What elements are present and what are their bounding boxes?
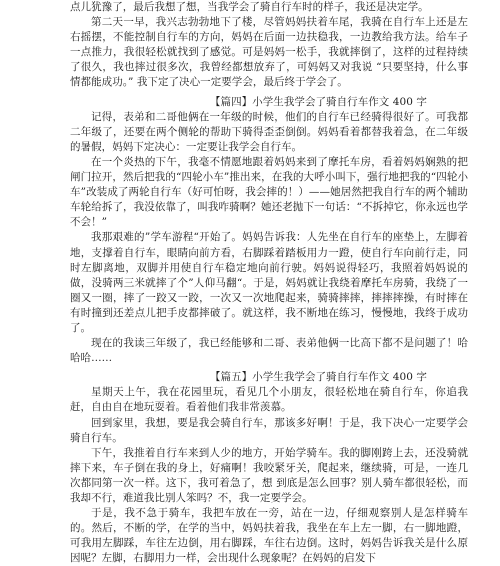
- paragraph-9: 下午，我推着自行车来到人少的地方，开始学骑车。我的脚刚跨上去，还没骑就摔下来，车子倒在我的身上，好痛啊！我咬紧牙关，爬起来，继续骑，可是，一连几次都同第一次一样。这下，我可着急了，想 到底是怎么回事？别人骑车都很轻松，而我却不行，难道我比别人笨吗？不，我一定要学会。: [70, 446, 468, 504]
- section-heading-5: 【篇五】小学生我学会了骑自行车作文 400 字: [210, 371, 427, 384]
- paragraph-3: 记得，表弟和二哥他俩在一年级的时候，他们的自行车已经骑得很好了。可我都二年级了，还要在两个侧轮的帮助下骑得歪歪倒倒。妈妈看着都替我着急，在二年级的暑假，妈妈下定决心：一定要让我学会自行车。: [70, 110, 468, 153]
- paragraph-8: 回到家里，我想，要是我会骑自行车，那该多好啊！于是，我下决心一定要学会骑自行车。: [70, 416, 468, 444]
- paragraph-1: 点儿犹豫了，最后我想了想，当我学会了骑自行车时的样子，我还是决定学。: [70, 1, 429, 13]
- section-heading-4: 【篇四】小学生我学会了骑自行车作文 400 字: [210, 95, 427, 108]
- paragraph-2: 第二天一早，我兴志勃勃地下了楼，尽管妈妈扶着车尾，我骑在自行车上还是左右摇摆，不能控制自行车的方向，妈妈在后面一边扶稳我，一边教给我方法。给车子一点推力，我很轻松就找到了感觉。可是妈妈一松手，我就摔倒了，这样的过程持续了很久，我也摔过很多次，我曾经都想放弃了，可妈妈又对我说 “只要坚持，什么事情都能成功。” 我下定了决心一定要学会，最后终于学会了。: [70, 16, 468, 89]
- paragraph-5: 我那艰难的”学车游程“开始了。妈妈告诉我：人先坐在自行车的座垫上，左脚着地，支撑着自行车，眼睛向前方看，右脚踩着踏板用力一蹬，使自行车向前行走，同时左脚离地，双脚并用使自行车稳定地向前行驶。妈妈说得轻巧，我照着妈妈说的做，没骑两三米就摔了个”人仰马翻“。于是，妈妈就让我绕着摩托车房骑，我绕了一圈又一圈，摔了一跤又一跤，一次又一次地爬起来，骑骑摔摔，摔摔摔操，有时摔在有时撞到还差点儿把手皮都摔破了。就这样，我不断地在练习，慢慢地，我终于成功了。: [70, 231, 468, 334]
- paragraph-6: 现在的我读三年级了，我已经能够和二哥、表弟他俩一比高下都不是问题了！哈哈哈……: [70, 337, 468, 365]
- paragraph-4: 在一个炎热的下午，我毫不情愿地跟着妈妈来到了摩托车房，看着妈妈娴熟的把闸门拉开，然后把我的“四轮小车”推出来，在我的大呼小叫下，强行地把我的“四轮小车”改装成了两轮自行车（好可怕呀，我会摔的！）——她居然把我自行车的两个辅助车轮给拆了，我没依靠了，叫我咋骑啊？她还老抛下一句话：“不拆掉它，你永远也学不会！”: [70, 155, 468, 229]
- paragraph-10: 于是，我不急于骑车，我把车放在一旁，站在一边，仔细观察别人是怎样骑车的。然后，不断的学，在学的当中，妈妈扶着我，我坐在车上左一脚，右一脚地蹬，可我用左脚踩，车往左边倒，用右脚踩，车往右边倒。这时，妈妈告诉我关是什么原因呢？左脚，右脚用力一样，会出现什么现象呢？在妈妈的启发下: [70, 507, 468, 565]
- paragraph-7: 星期天上午，我在花园里玩，看见几个小朋友，很轻松地在骑自行车，你追我赶，自由自在地玩耍着。看着他们我非常羡慕。: [70, 386, 468, 414]
